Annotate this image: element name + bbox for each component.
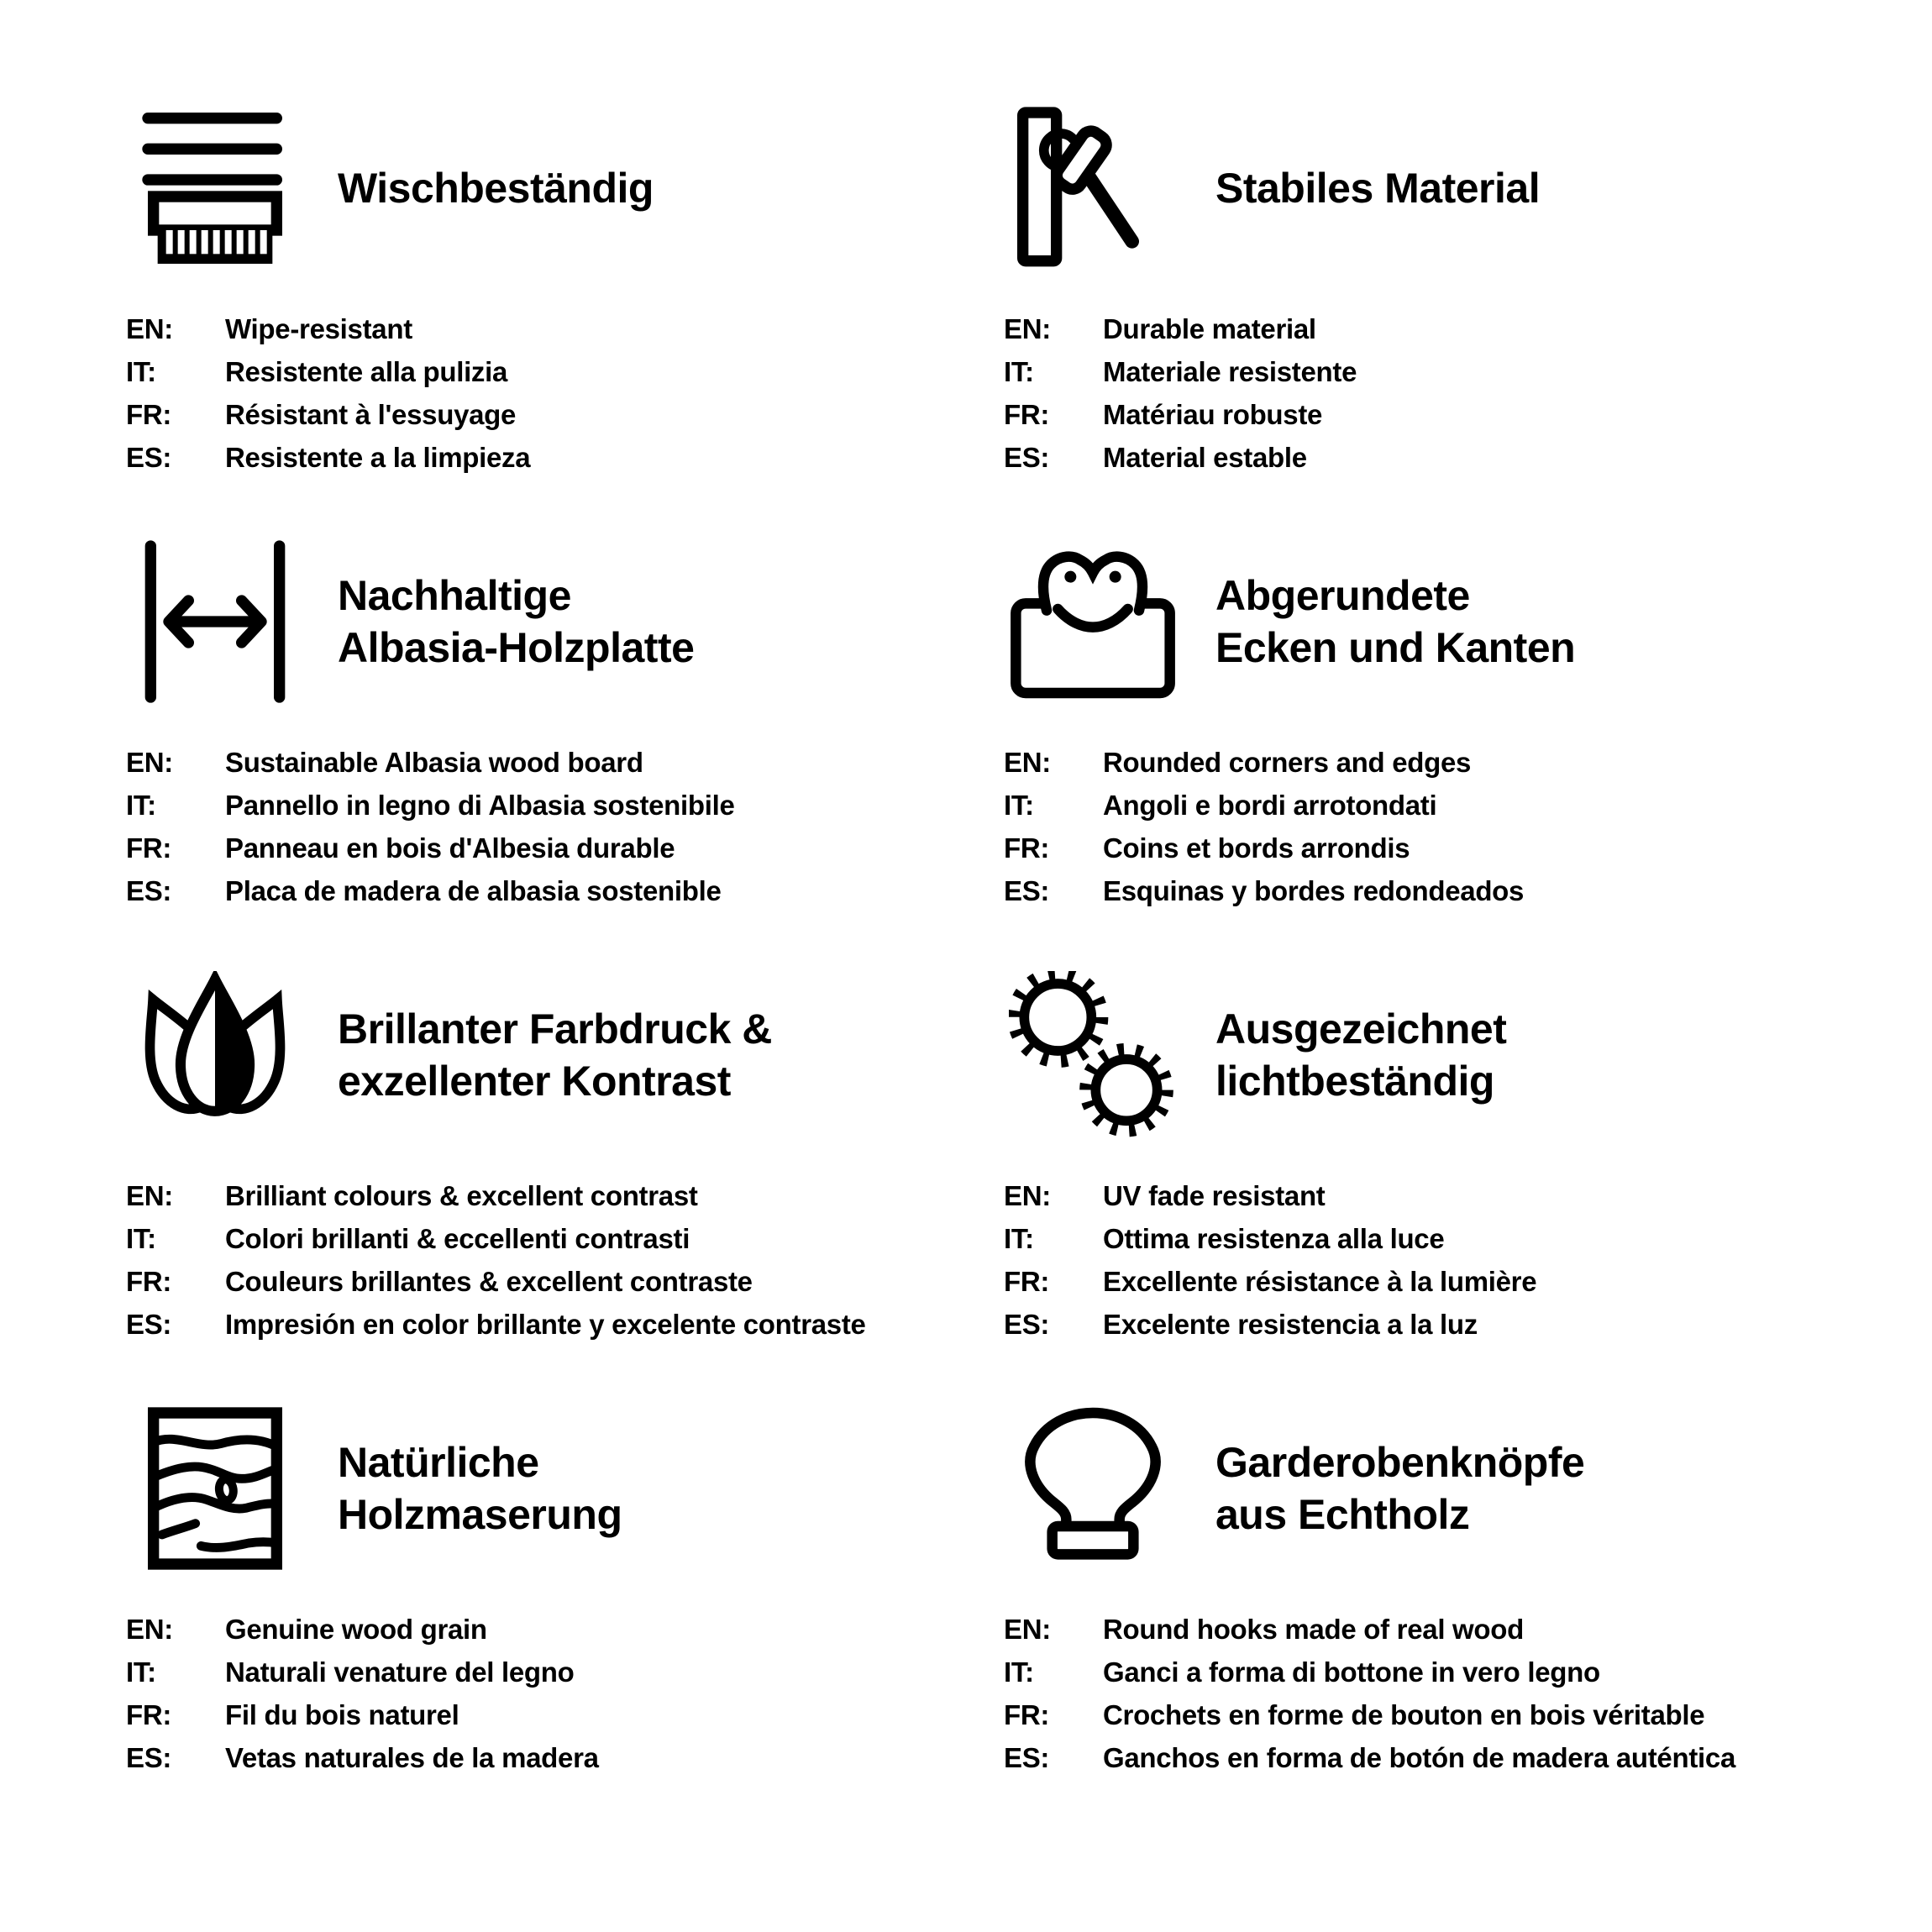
title-line: Holzmaserung: [338, 1491, 622, 1538]
lang-label: IT:: [126, 790, 156, 821]
frog-board-icon: [1004, 533, 1182, 711]
lang-label: FR:: [1004, 399, 1050, 430]
translation-text: Round hooks made of real wood: [1103, 1614, 1524, 1645]
translation-text: Ganci a forma di bottone in vero legno: [1103, 1656, 1600, 1688]
feature-header: [1004, 99, 1882, 277]
feature-title: [1215, 1003, 1506, 1107]
translation-text: UV fade resistant: [1103, 1180, 1326, 1211]
translation-text: Résistant à l'essuyage: [225, 399, 517, 430]
title-line: Nachhaltige: [338, 572, 571, 619]
lang-label: IT:: [1004, 1223, 1034, 1254]
feature-title: [1215, 570, 1575, 674]
translation-text: Material estable: [1103, 442, 1307, 473]
lang-label: EN:: [126, 1614, 173, 1645]
translation-text: Naturali venature del legno: [225, 1656, 575, 1688]
feature-title: [338, 570, 694, 674]
feature-wipe-resistant: [126, 99, 1004, 533]
translation-list: [1004, 1608, 1882, 1779]
lang-label: FR:: [126, 1699, 172, 1730]
lang-label: EN:: [1004, 1614, 1051, 1645]
translation-list: [1004, 741, 1882, 912]
title-line: exzellenter Kontrast: [338, 1058, 731, 1105]
translation-text: Resistente a la limpieza: [225, 442, 531, 473]
translation-text: Wipe-resistant: [225, 313, 412, 344]
feature-header: [126, 1399, 1004, 1578]
lang-label: IT:: [1004, 1656, 1034, 1688]
width-arrow-icon: [126, 533, 304, 711]
lang-label: ES:: [126, 1309, 172, 1340]
translation-list: [1004, 1174, 1882, 1346]
feature-header: [126, 966, 1004, 1144]
translation-text: Coins et bords arrondis: [1103, 832, 1410, 864]
translation-list: [126, 307, 1004, 479]
title-line: Garderobenknöpfe: [1215, 1439, 1585, 1486]
translation-text: Sustainable Albasia wood board: [225, 747, 643, 778]
translation-text: Fil du bois naturel: [225, 1699, 459, 1730]
title-line: lichtbeständig: [1215, 1058, 1494, 1105]
translation-text: Excellente résistance à la lumière: [1103, 1266, 1537, 1297]
lang-label: EN:: [126, 313, 173, 344]
feature-wooden-knobs: [1004, 1399, 1882, 1833]
sun-gears-icon: [1004, 966, 1182, 1144]
lang-label: FR:: [126, 399, 172, 430]
translation-text: Materiale resistente: [1103, 356, 1357, 387]
lang-label: ES:: [126, 442, 172, 473]
lang-label: FR:: [1004, 832, 1050, 864]
lang-label: IT:: [126, 356, 156, 387]
lang-label: FR:: [1004, 1266, 1050, 1297]
feature-title: [1215, 162, 1540, 214]
translation-text: Vetas naturales de la madera: [225, 1742, 599, 1773]
lang-label: ES:: [1004, 1309, 1050, 1340]
translation-text: Angoli e bordi arrotondati: [1103, 790, 1437, 821]
translation-text: Genuine wood grain: [225, 1614, 487, 1645]
translation-text: Durable material: [1103, 313, 1316, 344]
translation-text: Impresión en color brillante y excelente contraste: [225, 1309, 866, 1340]
lang-label: FR:: [1004, 1699, 1050, 1730]
lang-label: ES:: [1004, 1742, 1050, 1773]
translation-list: [126, 1174, 1004, 1346]
lang-label: IT:: [1004, 790, 1034, 821]
lang-label: IT:: [126, 1223, 156, 1254]
translation-text: Rounded corners and edges: [1103, 747, 1472, 778]
translation-text: Crochets en forme de bouton en bois véritable: [1103, 1699, 1705, 1730]
feature-brilliant-print: [126, 966, 1004, 1399]
feature-sustainable-board: [126, 533, 1004, 966]
wooden-knob-icon: [1004, 1399, 1182, 1578]
title-line: Albasia-Holzplatte: [338, 624, 695, 671]
lang-label: FR:: [126, 1266, 172, 1297]
lang-label: EN:: [1004, 1180, 1051, 1211]
translation-text: Placa de madera de albasia sostenible: [225, 875, 722, 906]
wipe-brush-icon: [126, 99, 304, 277]
feature-title: [338, 1436, 622, 1541]
lang-label: ES:: [1004, 442, 1050, 473]
title-line: Ecken und Kanten: [1215, 624, 1576, 671]
feature-rounded-corners: [1004, 533, 1882, 966]
translation-text: Panneau en bois d'Albesia durable: [225, 832, 675, 864]
feature-header: [1004, 1399, 1882, 1578]
lang-label: ES:: [1004, 875, 1050, 906]
feature-light-resistant: [1004, 966, 1882, 1399]
translation-text: Resistente alla pulizia: [225, 356, 508, 387]
translation-list: [126, 1608, 1004, 1779]
translation-text: Esquinas y bordes redondeados: [1103, 875, 1525, 906]
title-line: Abgerundete: [1215, 572, 1470, 619]
feature-durable-material: [1004, 99, 1882, 533]
feature-title: [338, 162, 654, 214]
lang-label: IT:: [1004, 356, 1034, 387]
title-line: Brillanter Farbdruck &: [338, 1005, 772, 1053]
title-line: Wischbeständig: [338, 165, 654, 212]
lang-label: FR:: [126, 832, 172, 864]
ink-drops-icon: [126, 966, 304, 1144]
title-line: aus Echtholz: [1215, 1491, 1470, 1538]
lang-label: EN:: [1004, 747, 1051, 778]
title-line: Ausgezeichnet: [1215, 1005, 1507, 1053]
feature-wood-grain: [126, 1399, 1004, 1833]
translation-text: Excelente resistencia a la luz: [1103, 1309, 1478, 1340]
title-line: Natürliche: [338, 1439, 539, 1486]
title-line: Stabiles Material: [1215, 165, 1541, 212]
wood-grain-icon: [126, 1399, 304, 1578]
feature-title: [338, 1003, 772, 1107]
feature-header: [126, 99, 1004, 277]
feature-header: [126, 533, 1004, 711]
translation-text: Ganchos en forma de botón de madera auténtica: [1103, 1742, 1735, 1773]
lang-label: ES:: [126, 1742, 172, 1773]
translation-list: [126, 741, 1004, 912]
lang-label: EN:: [1004, 313, 1051, 344]
feature-header: [1004, 533, 1882, 711]
translation-text: Pannello in legno di Albasia sostenibile: [225, 790, 735, 821]
lang-label: IT:: [126, 1656, 156, 1688]
lang-label: ES:: [126, 875, 172, 906]
hammer-board-icon: [1004, 99, 1182, 277]
feature-header: [1004, 966, 1882, 1144]
feature-title: [1215, 1436, 1584, 1541]
lang-label: EN:: [126, 1180, 173, 1211]
translation-text: Brilliant colours & excellent contrast: [225, 1180, 698, 1211]
translation-text: Matériau robuste: [1103, 399, 1323, 430]
translation-list: [1004, 307, 1882, 479]
translation-text: Couleurs brillantes & excellent contraste: [225, 1266, 753, 1297]
lang-label: EN:: [126, 747, 173, 778]
translation-text: Colori brillanti & eccellenti contrasti: [225, 1223, 690, 1254]
translation-text: Ottima resistenza alla luce: [1103, 1223, 1445, 1254]
